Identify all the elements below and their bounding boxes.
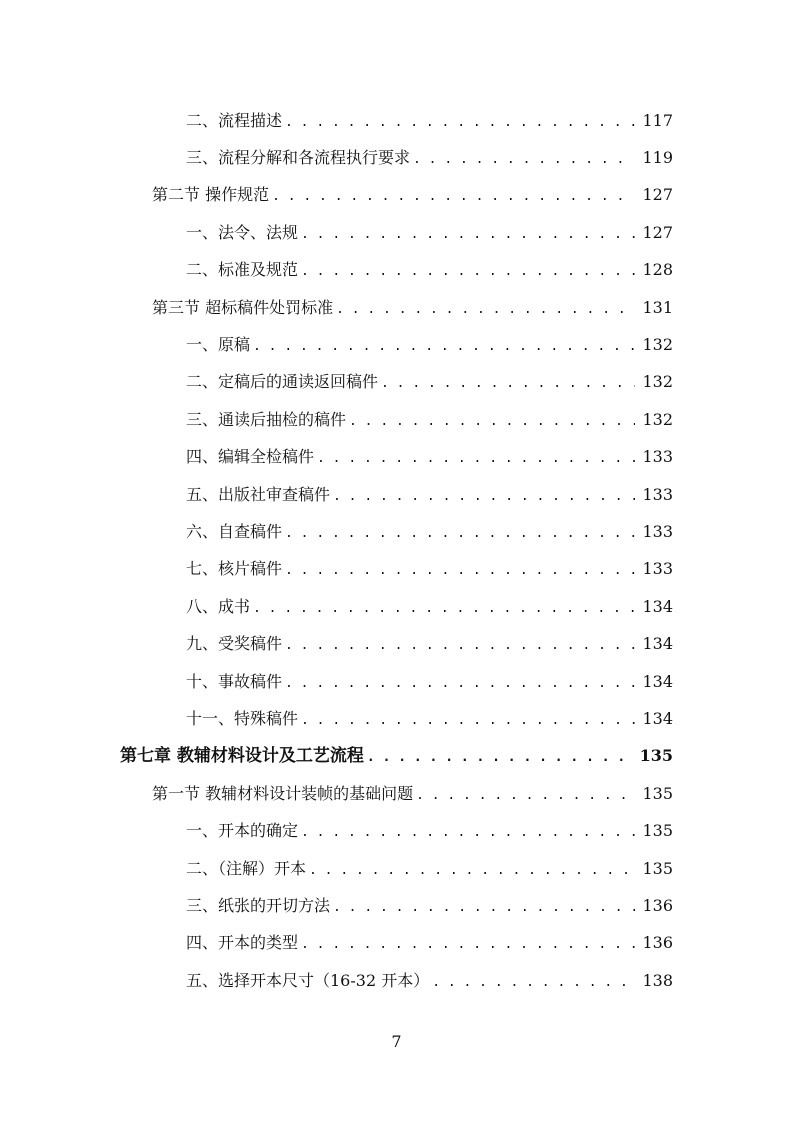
toc-entry-page: 134 xyxy=(642,708,673,728)
toc-entry[interactable] xyxy=(0,252,793,289)
toc-entry-page: 117 xyxy=(642,110,673,130)
toc-entry-page: 133 xyxy=(642,484,673,504)
toc-entry-title: 八、成书 xyxy=(186,596,251,616)
toc-entry-page: 136 xyxy=(642,895,673,915)
toc-entry-title: 第七章 教辅材料设计及工艺流程 xyxy=(120,746,364,767)
toc-entry-page: 134 xyxy=(642,596,673,616)
toc-entry-title: 二、标准及规范 xyxy=(186,260,299,280)
toc-entry-page: 127 xyxy=(642,185,673,205)
toc-entry[interactable] xyxy=(0,700,793,737)
toc-leader-dots xyxy=(285,520,635,544)
toc-entry-page: 136 xyxy=(642,933,673,953)
toc-entry-page: 133 xyxy=(642,521,673,541)
toc-entry-title: 三、纸张的开切方法 xyxy=(186,895,331,915)
toc-leader-dots xyxy=(285,670,635,694)
toc-entry-page: 135 xyxy=(642,858,673,878)
toc-entry[interactable] xyxy=(0,401,793,438)
toc-entry-title: 三、流程分解和各流程执行要求 xyxy=(186,148,411,168)
toc-leader-dots xyxy=(285,632,635,656)
toc-entry[interactable] xyxy=(0,439,793,476)
toc-entry-title: 三、通读后抽检的稿件 xyxy=(186,409,347,429)
toc-leader-dots xyxy=(349,408,635,432)
toc-section-entry[interactable] xyxy=(0,289,793,326)
toc-entry[interactable] xyxy=(0,139,793,176)
toc-entry-page: 132 xyxy=(642,335,673,355)
toc-leader-dots xyxy=(309,857,635,881)
toc-leader-dots xyxy=(301,221,635,245)
toc-leader-dots xyxy=(301,258,635,282)
toc-leader-dots xyxy=(413,146,635,170)
toc-leader-dots xyxy=(317,445,635,469)
toc-entry[interactable] xyxy=(0,588,793,625)
toc-entry-title: 四、编辑全检稿件 xyxy=(186,447,315,467)
toc-entry-title: 第三节 超标稿件处罚标准 xyxy=(152,297,334,317)
toc-entry-page: 133 xyxy=(642,559,673,579)
toc-entry-title: 二、定稿后的通读返回稿件 xyxy=(186,372,379,392)
toc-entry[interactable] xyxy=(0,962,793,999)
toc-leader-dots xyxy=(333,894,635,918)
toc-entry-page: 119 xyxy=(642,148,673,168)
toc-entry-page: 132 xyxy=(642,372,673,392)
toc-leader-dots xyxy=(336,296,635,320)
toc-entry[interactable] xyxy=(0,102,793,139)
toc-chapter-entry[interactable] xyxy=(0,738,793,775)
toc-entry-title: 四、开本的类型 xyxy=(186,933,299,953)
toc-entry-page: 134 xyxy=(642,634,673,654)
page-number: 7 xyxy=(391,1032,402,1051)
toc-entry-title: 十一、特殊稿件 xyxy=(186,708,299,728)
toc-leader-dots xyxy=(301,931,635,955)
toc-entry-page: 128 xyxy=(642,260,673,280)
toc-entry-title: 第二节 操作规范 xyxy=(152,185,270,205)
toc-entry-page: 134 xyxy=(642,671,673,691)
toc-section-entry[interactable] xyxy=(0,775,793,812)
toc-leader-dots xyxy=(272,183,635,207)
table-of-contents xyxy=(0,102,793,999)
toc-entry[interactable] xyxy=(0,812,793,849)
toc-leader-dots xyxy=(301,707,635,731)
toc-entry-title: 一、开本的确定 xyxy=(186,821,299,841)
toc-entry-title: 一、法令、法规 xyxy=(186,222,299,242)
toc-entry-page: 127 xyxy=(642,222,673,242)
toc-entry[interactable] xyxy=(0,551,793,588)
toc-leader-dots xyxy=(285,557,635,581)
toc-entry-title: 七、核片稿件 xyxy=(186,559,283,579)
toc-entry-title: 二、（注解）开本 xyxy=(186,858,307,878)
toc-entry-title: 九、受奖稿件 xyxy=(186,634,283,654)
toc-entry[interactable] xyxy=(0,663,793,700)
toc-leader-dots xyxy=(285,109,635,133)
toc-leader-dots xyxy=(301,819,635,843)
toc-entry-page: 132 xyxy=(642,409,673,429)
toc-entry[interactable] xyxy=(0,513,793,550)
toc-entry-title: 第一节 教辅材料设计装帧的基础问题 xyxy=(152,783,414,803)
toc-entry-page: 138 xyxy=(642,970,673,990)
toc-entry-title: 一、原稿 xyxy=(186,335,251,355)
toc-entry-page: 135 xyxy=(639,746,673,766)
toc-entry[interactable] xyxy=(0,326,793,363)
toc-leader-dots xyxy=(367,744,635,768)
toc-leader-dots xyxy=(416,782,635,806)
toc-entry-title: 五、出版社审查稿件 xyxy=(186,484,331,504)
toc-entry-page: 135 xyxy=(642,783,673,803)
toc-entry[interactable] xyxy=(0,925,793,962)
toc-leader-dots xyxy=(253,333,635,357)
toc-leader-dots xyxy=(381,370,635,394)
toc-entry[interactable] xyxy=(0,887,793,924)
toc-entry-page: 135 xyxy=(642,821,673,841)
toc-entry-title: 五、选择开本尺寸（16-32 开本） xyxy=(186,970,430,990)
toc-section-entry[interactable] xyxy=(0,177,793,214)
toc-leader-dots xyxy=(333,483,635,507)
toc-entry-title: 二、流程描述 xyxy=(186,110,283,130)
toc-entry-title: 十、事故稿件 xyxy=(186,671,283,691)
toc-entry-page: 131 xyxy=(642,297,673,317)
toc-entry[interactable] xyxy=(0,476,793,513)
toc-leader-dots xyxy=(253,595,635,619)
toc-leader-dots xyxy=(432,969,635,993)
toc-entry-title: 六、自查稿件 xyxy=(186,521,283,541)
toc-entry-page: 133 xyxy=(642,447,673,467)
toc-entry[interactable] xyxy=(0,364,793,401)
toc-entry[interactable] xyxy=(0,625,793,662)
toc-entry[interactable] xyxy=(0,850,793,887)
toc-entry[interactable] xyxy=(0,214,793,251)
